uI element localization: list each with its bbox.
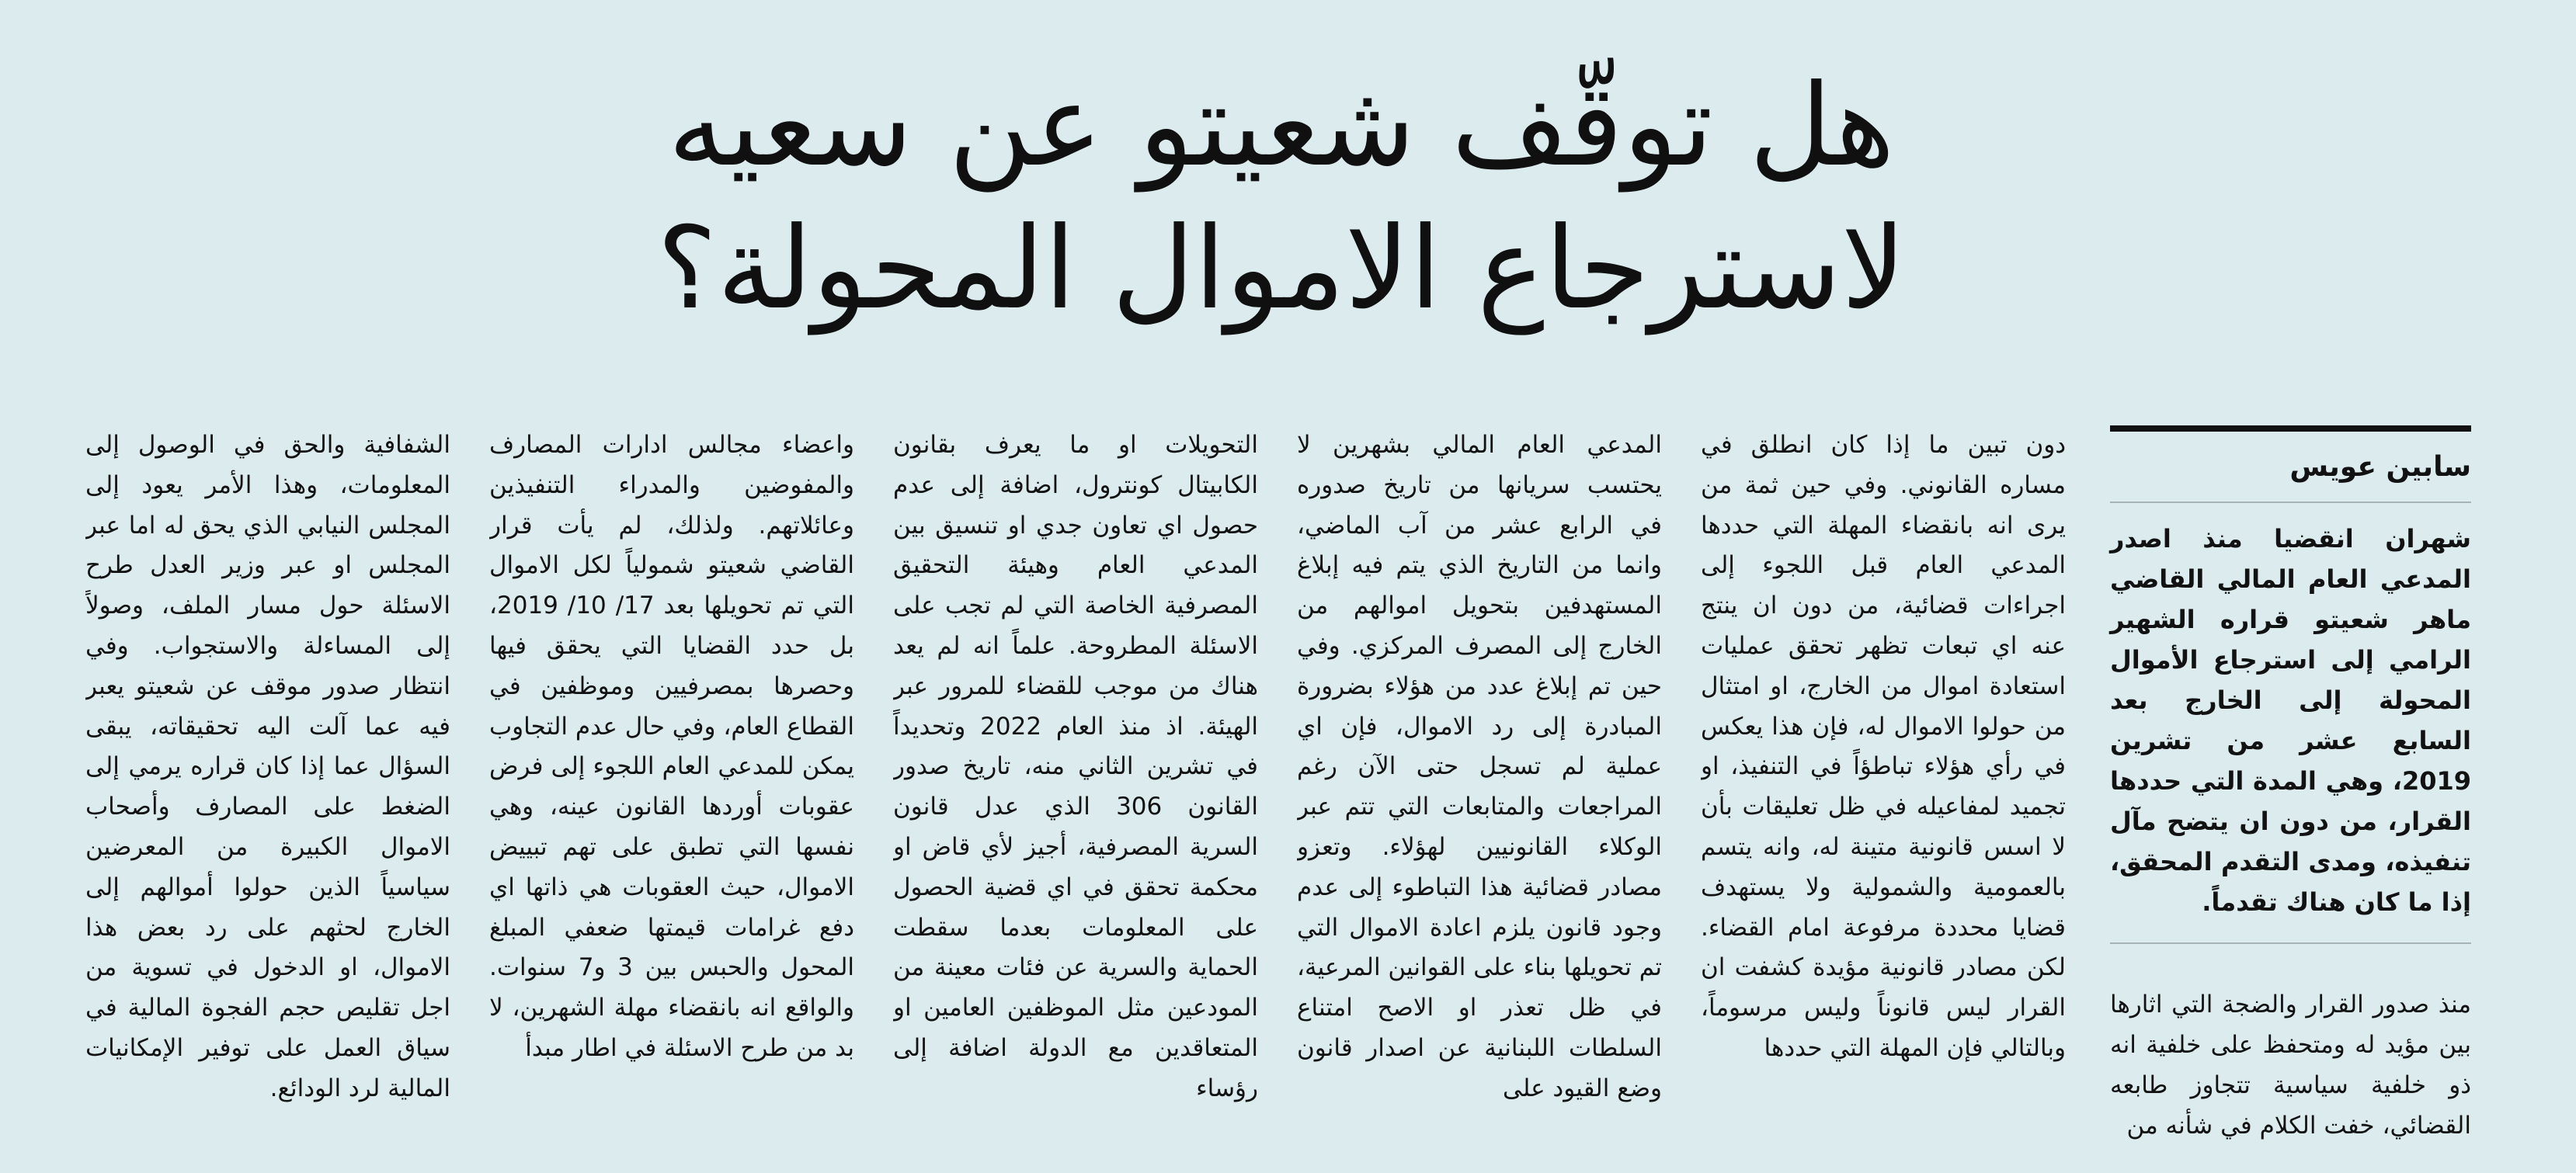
sidebar-divider-lower: [2110, 942, 2471, 944]
column-3-text: التحويلات او ما يعرف بقانون الكابيتال كونترول، اضافة إلى عدم حصول اي تعاون جدي او تنسيق بين المدعي العام وهيئة التحقيق المصرفية الخاصة التي لم تجب على الاسئلة المطروحة. علماً انه لم يعد هناك من موجب للقضاء للمرور عبر الهيئة. اذ منذ العام 2022 وتحديداً في تشرين الثاني منه، تاريخ صدور القانون 306 الذي عدل قانون السرية المصرفية، أجيز لأي قاض او محكمة تحقق في اي قضية الحصول على المعلومات بعدما سقطت الحماية والسرية عن فئات معينة من المودعين مثل الموظفين العامين او المتعاقدين مع الدولة اضافة إلى رؤساء: [893, 431, 1258, 1102]
column-2-text: المدعي العام المالي بشهرين لا يحتسب سريانها من تاريخ صدوره في الرابع عشر من آب الماضي، وانما من التاريخ الذي يتم فيه إبلاغ المستهدفين بتحويل اموالهم من الخارج إلى المصرف المركزي. وفي حين تم إبلاغ عدد من هؤلاء بضرورة المبادرة إلى رد الاموال، فإن اي عملية لم تسجل حتى الآن رغم المراجعات والمتابعات التي تتم عبر الوكلاء القانونيين لهؤلاء. وتعزو مصادر قضائية هذا التباطوء إلى عدم وجود قانون يلزم اعادة الاموال التي تم تحويلها بناء على القوانين المرعية، في ظل تعذر او الاصح امتناع السلطات اللبنانية عن اصدار قانون وضع القيود على: [1297, 431, 1662, 1102]
headline-line-1: هل توقّف شعيتو عن سعيه: [668, 60, 1895, 192]
article-body: [85, 425, 2066, 1132]
article-column-3: [893, 425, 1258, 1132]
article-sidebar: [2110, 425, 2471, 1146]
headline-line-2: لاسترجاع الاموال المحولة؟: [656, 203, 1907, 335]
article-intro: منذ صدور القرار والضجة التي اثارها بين مؤيد له ومتحفظ على خلفية انه ذو خلفية سياسية تتجاوز طابعه القضائي، خفت الكلام في شأنه من: [2110, 991, 2471, 1140]
article-column-1: [1701, 425, 2066, 1132]
article-lead: شهران انقضيا منذ اصدر المدعي العام المالي القاضي ماهر شعيتو قراره الشهير الرامي إلى استرجاع الأموال المحولة إلى الخارج بعد السابع عشر من تشرين 2019، وهي المدة التي حددها القرار، من دون ان يتضح مآل تنفيذه، ومدى التقدم المحقق، إذا ما كان هناك تقدماً.: [2110, 524, 2471, 917]
article-column-5: [85, 425, 450, 1132]
column-5-text: الشفافية والحق في الوصول إلى المعلومات، وهذا الأمر يعود إلى المجلس النيابي الذي يحق له اما عبر المجلس او عبر وزير العدل طرح الاسئلة حول مسار الملف، وصولاً إلى المساءلة والاستجواب. وفي انتظار صدور موقف عن شعيتو يعبر فيه عما آلت اليه تحقيقاته، يبقى السؤال عما إذا كان قراره يرمي إلى الضغط على المصارف وأصحاب الاموال الكبيرة من المعرضين سياسياً الذين حولوا أموالهم إلى الخارج لحثهم على رد بعض هذا الاموال، او الدخول في تسوية من اجل تقليص حجم الفجوة المالية في سياق العمل على توفير الإمكانيات المالية لرد الودائع.: [85, 431, 450, 1102]
author-byline: سابين عويس: [2289, 451, 2471, 483]
sidebar-divider: [2110, 501, 2471, 503]
article-column-2: [1297, 425, 1662, 1132]
headline: [388, 54, 2174, 340]
sidebar-top-rule: [2110, 425, 2471, 432]
column-1-text: دون تبين ما إذا كان انطلق في مساره القانوني. وفي حين ثمة من يرى انه بانقضاء المهلة التي حددها المدعي العام قبل اللجوء إلى اجراءات قضائية، من دون ان ينتج عنه اي تبعات تظهر تحقق عمليات استعادة اموال من الخارج، او امتثال من حولوا الاموال له، فإن هذا يعكس في رأي هؤلاء تباطؤاً في التنفيذ، او تجميد لمفاعيله في ظل تعليقات بأن لا اسس قانونية متينة له، وانه يتسم بالعمومية والشمولية ولا يستهدف قضايا محددة مرفوعة امام القضاء. لكن مصادر قانونية مؤيدة كشفت ان القرار ليس قانوناً وليس مرسوماً، وبالتالي فإن المهلة التي حددها: [1701, 431, 2066, 1062]
column-4-text: واعضاء مجالس ادارات المصارف والمفوضين والمدراء التنفيذين وعائلاتهم. ولذلك، لم يأت قرار القاضي شعيتو شمولياً لكل الاموال التي تم تحويلها بعد 17/ 10/ 2019، بل حدد القضايا التي يحقق فيها وحصرها بمصرفيين وموظفين في القطاع العام، وفي حال عدم التجاوب يمكن للمدعي العام اللجوء إلى فرض عقوبات أوردها القانون عينه، وهي نفسها التي تطبق على تهم تبييض الاموال، حيث العقوبات هي ذاتها اي دفع غرامات قيمتها ضعفي المبلغ المحول والحبس بين 3 و7 سنوات. والواقع انه بانقضاء مهلة الشهرين، لا بد من طرح الاسئلة في اطار مبدأ: [489, 431, 854, 1062]
article-column-4: [489, 425, 854, 1132]
